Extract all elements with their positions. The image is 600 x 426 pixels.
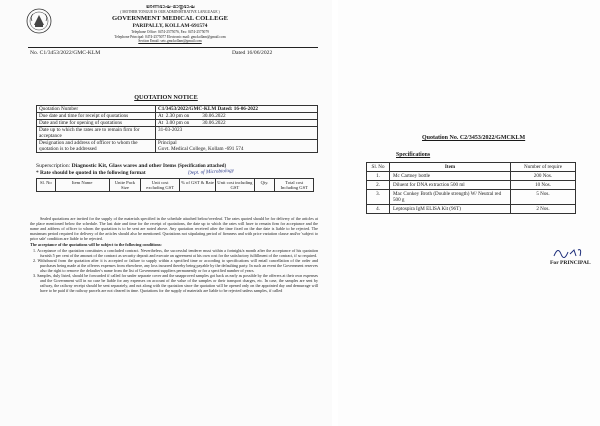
superscription-note: (Specification attached) [177,164,227,169]
col-sl-no: Sl. No [37,179,56,192]
table-row [367,181,576,190]
row-sl: 3. [367,190,390,205]
header-divider [28,47,318,48]
rate-instruction: * Rate should be quoted in the following format [36,170,146,176]
col-sl-no: Sl. No [367,163,390,172]
row-value: Principal Govt. Medical College, Kollam -691 574 [156,140,318,153]
quotation-details-table [36,105,318,153]
spec-heading: Specifications [396,152,431,158]
telephone-principal: Telephone Principal: 0474-2575077 Electronic mail: gmckollam@gmail.com [114,34,226,39]
row-qty: 200 Nos. [511,172,576,181]
telephone-office: Telephone Office: 0474-2575076, Fax: 0474-2575079 [131,30,209,34]
condition-3: 3. Samples, duly listed, should be forwarded if called for under separate cover and the unapproved samples got back as early as possible by the offerers at their own expenses and the Government will in no case be liable for any expenses on account of the value of the samples or their transport charges, etc. In case, the samples are sent by railway, the railway receipt should be sent separately, and not along with the quotation since the quotation will be opened only on the appointed day and demurrage will have to be paid if the railway parcels are not cleared in time. Quotations for the supply of materials are liable to be rejected unless samples, if called [33,273,318,294]
row-qty: 5 Nos. [511,190,576,205]
col-number-required: Number of require [511,163,576,172]
row-label: Designation and address of officer to whom the quotation is to be addressed [37,140,156,153]
row-label: Date and time for opening of quotations [37,120,156,127]
row-label: Date up to which the rates are to remain firm for acceptance [37,127,156,140]
table-row [367,190,576,205]
superscription-label: Superscription: [36,163,71,169]
row-item: Leptospira IgM ELISA Kit (96T) [390,205,511,214]
row-item: Diluent for DNA extraction 500 ml [390,181,511,190]
college-name: GOVERNMENT MEDICAL COLLEGE [111,15,229,22]
notice-title: QUOTATION NOTICE [134,94,198,101]
row-label: Due date and time for receipt of quotations [37,113,156,120]
table-row [367,205,576,214]
reference-number: No. C1/3453/2022/GMC-KLM [30,50,101,56]
table-row [37,113,318,120]
col-qty: Qty. [254,179,275,192]
for-principal: For PRINCIPAL [550,260,591,266]
intro-paragraph [30,216,318,293]
row-item: Mac Conkey Broth (Double strength) W/ Neutral red 500 g [390,190,511,205]
table-header-row [367,163,576,172]
superscription-value: Diagnostic Kit, Glass wares and other Items [71,163,177,169]
spec-quotation-ref: Quotation No. C2/3453/2022/GMCKLM [422,135,526,141]
table-row [367,172,576,181]
col-pack-size: Unite Pack Size [109,179,141,192]
signature-mark [552,244,586,260]
col-gst-rate: % of GST & Rate [179,179,215,192]
row-sl: 2. [367,181,390,190]
college-place: PARIPALLY, KOLLAM-691574 [132,23,208,29]
row-sl: 4. [367,205,390,214]
col-unit-cost-incl: Unit cost including GST [217,180,253,190]
row-label: Quotation Number [37,106,156,113]
col-item: Item [390,163,511,172]
kerala-emblem-icon [26,8,52,34]
table-row [37,140,318,153]
col-unit-cost-excl: Unit cost excluding GST [141,179,179,192]
reference-date: Dated 16/06/2022 [232,50,273,56]
malayalam-line: ഭരണഭാഷ–മാതൃഭാഷ [145,5,195,10]
row-sl: 1. [367,172,390,181]
specifications-table [366,162,576,214]
row-item: Mc Cartney bottle [390,172,511,181]
table-row [37,120,318,127]
section-email: Section Email: setc.gmckollam@gmail.com [138,39,202,43]
table-row [37,106,318,113]
table-header-row [37,179,314,192]
acceptance-heading: The acceptance of the quotations will be subject to the following conditions: [30,242,162,248]
rate-format-table [36,178,314,192]
condition-2: 2. Withdrawal from the quotation after it is accepted or failure to supply within a specified time or according to specifications will entail cancellation of the order and purchases being made at the offerers expenses from elsewhere, any loss incurred thereby being payable by the defaulting party. In such an event the Government reserves also the right to remove the defaulter's name from the list of Government suppliers permanently or for a specified number of years. [33,257,318,273]
intro-text: Sealed quotations are invited for the supply of the materials specified in the schedule attached below/overleaf. The rates quoted should be for delivery of the articles at the place mentioned below the schedule. The last date and time for the receipt of quotations, the date up to which the rates will have to remain firm for acceptance and the name and address of officer to whom the quotation is to be sent are noted above. Any quotation received after the time fixed on the due date is liable to be rejected. The maximum period required for delivery of the articles should also be mentioned. Quotations not stipulating period of firmness and with price variation clause and/or 'subject to prior sale' condition are liable to be rejected. [30,216,318,242]
condition-1: 1. Acceptance of the quotation constitutes a concluded contract. Nevertheless, the successful tenderer must within a fortnight/a month after the acceptance of his quotation furnish 5 per cent of the amount of the contract as security deposit and execute an agreement at his own cost for the satisfactory fulfillment of the contract, if so required. [33,247,318,258]
col-item-name: Item Name [55,179,109,192]
col-total-cost: Total cost Including GST [275,179,314,192]
row-qty: 2 Nos. [511,205,576,214]
row-value: C1/3453/2022/GMC-KLM Dated: 16-06-2022 [156,106,318,113]
table-row [37,127,318,140]
row-value: At 2.30 pm on 30.06.2022 [156,113,318,120]
handwritten-department-note: Dept. of Microbiology [187,167,235,177]
row-qty: 10 Nos. [511,181,576,190]
row-value: 31-03-2023 [156,127,318,140]
header-tagline: ( MOTHER TONGUE IS OUR ADMINISTRATIVE LANGUAGE ) [120,10,220,14]
row-value: At 3.00 pm on 30.06.2022 [156,120,318,127]
specifications-page [338,0,600,426]
